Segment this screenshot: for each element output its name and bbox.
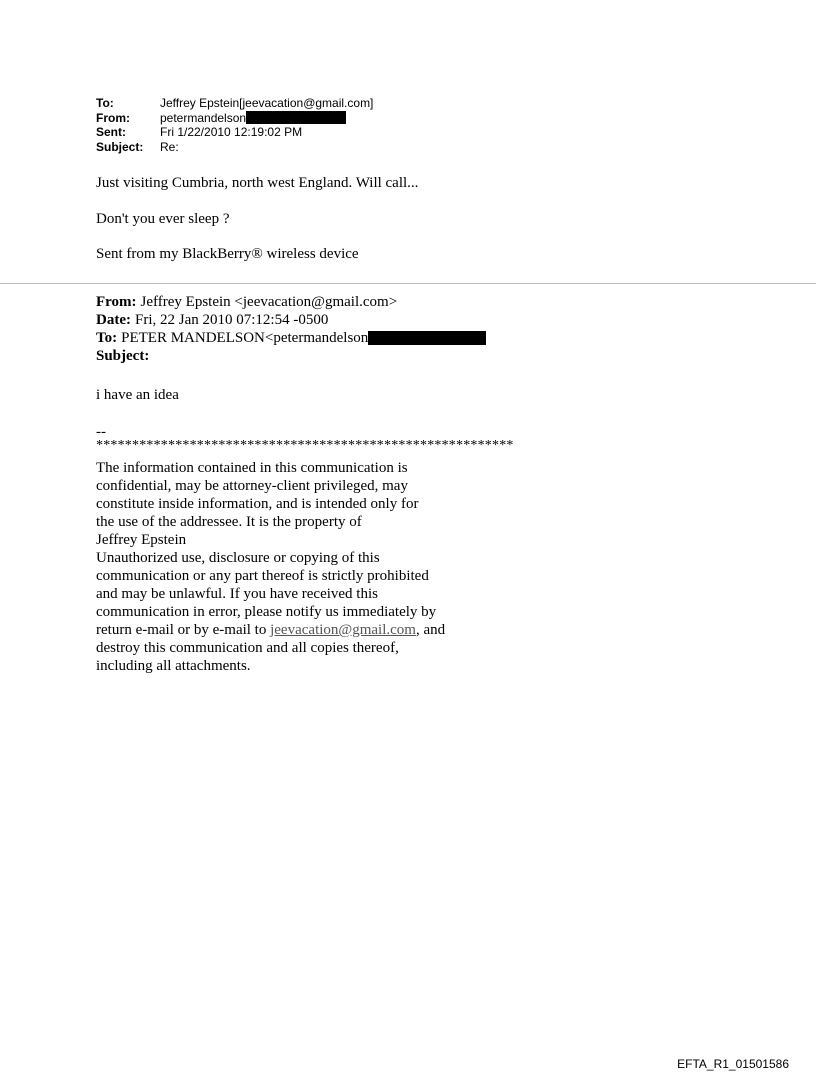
quoted-date-row [96, 311, 486, 329]
header-sent-label: Sent: [96, 125, 126, 139]
disclaimer-return-line [96, 621, 516, 639]
disclaimer-line: destroy this communication and all copies thereof, [96, 640, 399, 656]
quoted-header [96, 293, 486, 365]
disclaimer-line: Jeffrey Epstein [96, 532, 187, 548]
header-from-value: petermandelson [160, 110, 247, 125]
header-subject-label: Subject: [96, 139, 144, 154]
header-sent-value: Fri 1/22/2010 12:19:02 PM [160, 125, 303, 139]
reply-line-1: Just visiting Cumbria, north west England. Will call... [96, 175, 419, 191]
header-to-label: To: [96, 96, 114, 110]
header-to-row [96, 96, 373, 111]
quoted-date-value: Fri, 22 Jan 2010 07:12:54 -0500 [134, 312, 329, 328]
reply-signature: Sent from my BlackBerry® wireless device [96, 246, 359, 262]
quoted-to-row [96, 329, 486, 347]
header-subject-row [96, 140, 373, 155]
email-header [96, 96, 373, 154]
quoted-to-value: PETER MANDELSON<petermandelson [121, 330, 369, 346]
confidentiality-disclaimer [96, 459, 516, 675]
quoted-from-label: From: [96, 294, 137, 310]
document-id: EFTA_R1_01501586 [677, 1057, 789, 1071]
disclaimer-line: communication in error, please notify us immediately by [96, 604, 437, 620]
email-link[interactable]: jeevacation@gmail.com [270, 622, 416, 638]
reply-line-2: Don't you ever sleep ? [96, 211, 230, 227]
stars-separator: ********************************************************** [96, 438, 514, 453]
quoted-subject-row [96, 347, 486, 365]
disclaimer-line: The information contained in this communication is [96, 460, 408, 476]
header-from-label: From: [96, 110, 130, 125]
quoted-to-label: To: [96, 330, 118, 346]
quoted-from-value: Jeffrey Epstein <jeevacation@gmail.com> [140, 294, 398, 310]
message-divider [0, 283, 816, 284]
header-sent-row [96, 125, 373, 140]
disclaimer-line: including all attachments. [96, 658, 251, 674]
disclaimer-line: constitute inside information, and is intended only for [96, 496, 419, 512]
disclaimer-return-prefix: return e-mail or by e-mail to [96, 622, 271, 638]
disclaimer-line: the use of the addressee. It is the property of [96, 514, 362, 530]
redaction-box [368, 331, 486, 345]
quoted-from-row [96, 293, 486, 311]
quoted-subject-label: Subject: [96, 348, 150, 364]
quoted-date-label: Date: [96, 312, 131, 328]
disclaimer-line: Unauthorized use, disclosure or copying of this [96, 550, 380, 566]
disclaimer-line: confidential, may be attorney-client privileged, may [96, 478, 408, 494]
disclaimer-return-suffix: , and [415, 622, 446, 638]
signature-separator: -- [96, 424, 106, 440]
disclaimer-line: communication or any part thereof is strictly prohibited [96, 568, 429, 584]
header-to-value: Jeffrey Epstein[jeevacation@gmail.com] [160, 96, 374, 110]
header-from-row [96, 111, 373, 126]
quoted-body: i have an idea [96, 387, 179, 403]
redaction-box [246, 111, 346, 124]
disclaimer-line: and may be unlawful. If you have received this [96, 586, 378, 602]
header-subject-value: Re: [160, 139, 179, 154]
